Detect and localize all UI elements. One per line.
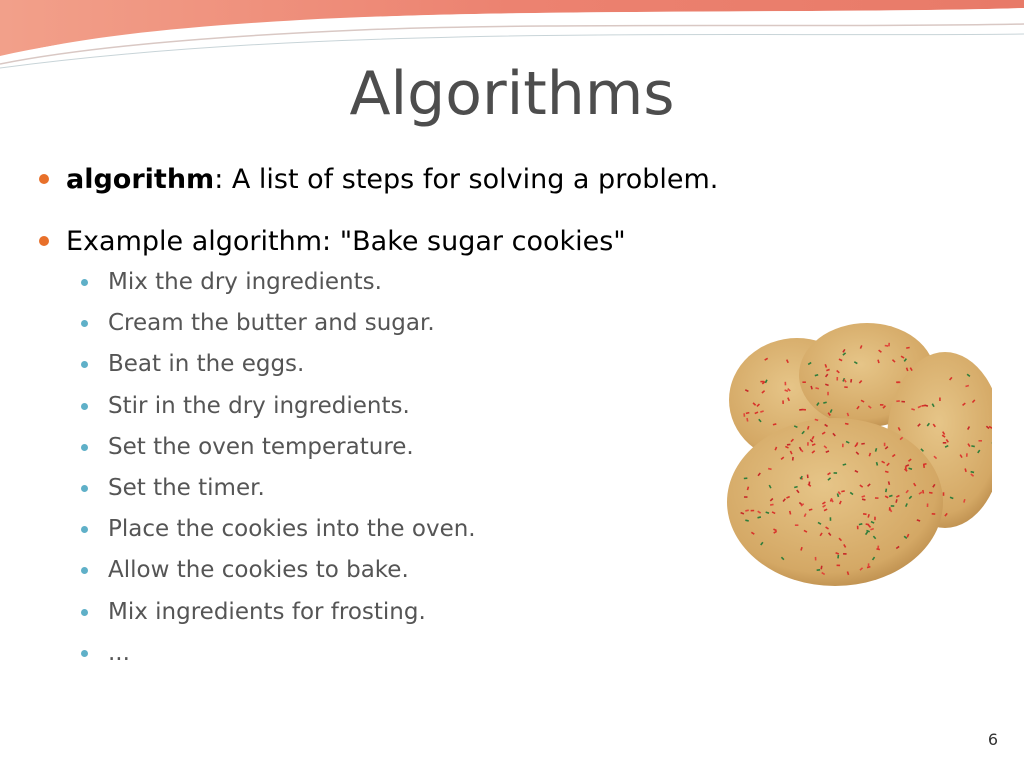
sprinkle	[884, 443, 886, 447]
bullet-definition	[36, 160, 796, 200]
bullet-list	[36, 160, 796, 674]
cookie-front	[727, 418, 943, 586]
sprinkle	[844, 386, 848, 388]
list-item: Allow the cookies to bake.	[36, 550, 796, 591]
bullet-marker	[39, 236, 49, 246]
sprinkle	[939, 398, 941, 402]
sprinkle	[744, 496, 748, 498]
list-item: Mix the dry ingredients.	[36, 262, 796, 303]
sprinkle	[837, 565, 841, 567]
list-item: ...	[36, 633, 796, 674]
sprinkle	[889, 507, 891, 511]
sub-bullet-marker	[81, 650, 88, 657]
sprinkle	[744, 477, 748, 479]
sprinkle	[802, 409, 806, 411]
sub-bullet-marker	[81, 444, 88, 451]
definition-term: algorithm	[66, 164, 215, 195]
sprinkle	[807, 442, 809, 446]
sub-bullet-marker	[81, 320, 88, 327]
sprinkle	[802, 381, 806, 383]
sprinkle	[815, 557, 817, 561]
sprinkle	[836, 377, 838, 381]
sprinkle	[843, 553, 847, 555]
sprinkle	[932, 513, 936, 515]
list-item: Cream the butter and sugar.	[36, 303, 796, 344]
sub-bullet-marker	[81, 279, 88, 286]
sprinkle	[979, 440, 983, 442]
sub-bullet-marker	[81, 526, 88, 533]
slide-title: Algorithms	[349, 59, 675, 129]
list-item: Place the cookies into the oven.	[36, 509, 796, 550]
sprinkle	[795, 524, 799, 526]
sprinkle	[880, 404, 884, 406]
sub-bullet-marker	[81, 609, 88, 616]
sprinkle	[875, 497, 879, 499]
list-item: Mix ingredients for frosting.	[36, 592, 796, 633]
sprinkle	[874, 517, 876, 521]
sprinkle	[830, 517, 832, 521]
sprinkle	[891, 505, 895, 507]
sub-bullet-marker	[81, 361, 88, 368]
list-item: Set the timer.	[36, 468, 796, 509]
sprinkle	[827, 392, 829, 396]
page-number: 6	[987, 730, 998, 749]
sprinkle	[782, 400, 784, 404]
sprinkle	[966, 453, 968, 457]
list-item: Stir in the dry ingredients.	[36, 386, 796, 427]
sprinkle	[842, 444, 844, 448]
bullet-example	[36, 222, 796, 262]
sub-bullet-marker	[81, 403, 88, 410]
example-text: Example algorithm: "Bake sugar cookies"	[66, 226, 626, 257]
sprinkle	[785, 382, 787, 386]
sprinkle	[760, 381, 764, 383]
cookies-image	[727, 320, 992, 588]
sprinkle	[943, 442, 947, 444]
sub-bullet-marker	[81, 485, 88, 492]
definition-text: : A list of steps for solving a problem.	[214, 164, 719, 195]
example-steps	[36, 262, 796, 674]
list-item: Set the oven temperature.	[36, 427, 796, 468]
sprinkle	[943, 492, 945, 496]
sprinkle	[927, 503, 929, 507]
sub-bullet-marker	[81, 567, 88, 574]
bullet-marker	[39, 174, 49, 184]
sprinkle	[888, 343, 890, 347]
sprinkle	[868, 563, 870, 567]
sprinkle	[751, 510, 755, 512]
list-item: Beat in the eggs.	[36, 344, 796, 385]
sprinkle	[896, 381, 900, 383]
sprinkle	[901, 401, 905, 403]
sprinkle	[834, 472, 838, 474]
sprinkle	[857, 526, 859, 530]
